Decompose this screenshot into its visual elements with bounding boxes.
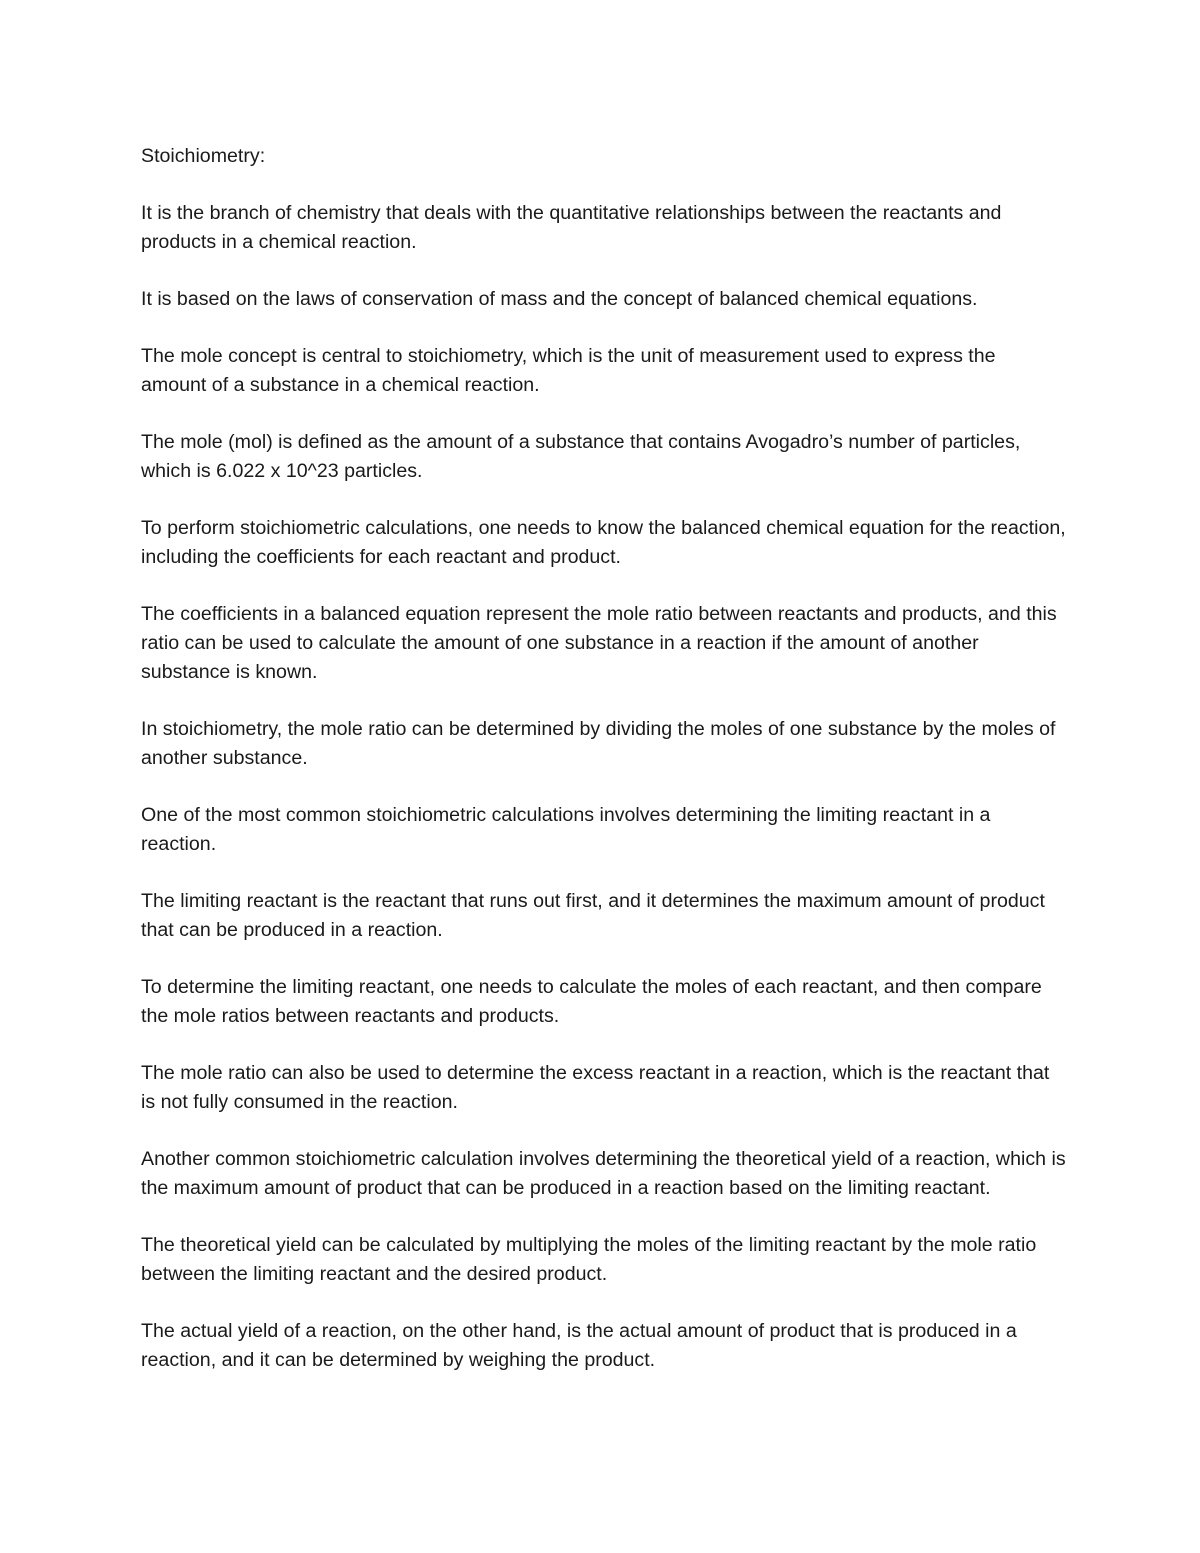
paragraph: The limiting reactant is the reactant that runs out first, and it determines the maximum amount of product that can be produced in a reaction. (141, 890, 1045, 941)
document-title: Stoichiometry: (141, 145, 266, 167)
paragraph: To perform stoichiometric calculations, one needs to know the balanced chemical equation for the reaction, including the coefficients for each reactant and product. (141, 517, 1066, 568)
document-body (141, 142, 1066, 1403)
paragraph: The mole concept is central to stoichiometry, which is the unit of measurement used to express the amount of a substance in a chemical reaction. (141, 345, 996, 396)
paragraph: The mole (mol) is defined as the amount of a substance that contains Avogadro’s number of particles, which is 6.022 x 10^23 particles. (141, 431, 1021, 482)
paragraph: The theoretical yield can be calculated by multiplying the moles of the limiting reactant by the mole ratio between the limiting reactant and the desired product. (141, 1234, 1037, 1285)
paragraph: In stoichiometry, the mole ratio can be determined by dividing the moles of one substance by the moles of another substance. (141, 718, 1056, 769)
paragraph: The actual yield of a reaction, on the other hand, is the actual amount of product that is produced in a reaction, and it can be determined by weighing the product. (141, 1320, 1017, 1371)
paragraph: It is the branch of chemistry that deals with the quantitative relationships between the reactants and products in a chemical reaction. (141, 202, 1002, 253)
paragraph: The mole ratio can also be used to determine the excess reactant in a reaction, which is the reactant that is not fully consumed in the reaction. (141, 1062, 1050, 1113)
paragraph: To determine the limiting reactant, one needs to calculate the moles of each reactant, and then compare the mole ratios between reactants and products. (141, 976, 1042, 1027)
paragraph: Another common stoichiometric calculation involves determining the theoretical yield of a reaction, which is the maximum amount of product that can be produced in a reaction based on the limiting reactant. (141, 1148, 1066, 1199)
paragraph: One of the most common stoichiometric calculations involves determining the limiting reactant in a reaction. (141, 804, 991, 855)
paragraph: It is based on the laws of conservation of mass and the concept of balanced chemical equations. (141, 288, 978, 310)
paragraph: The coefficients in a balanced equation represent the mole ratio between reactants and products, and this ratio can be used to calculate the amount of one substance in a reaction if the amount of another substance is known. (141, 603, 1057, 683)
